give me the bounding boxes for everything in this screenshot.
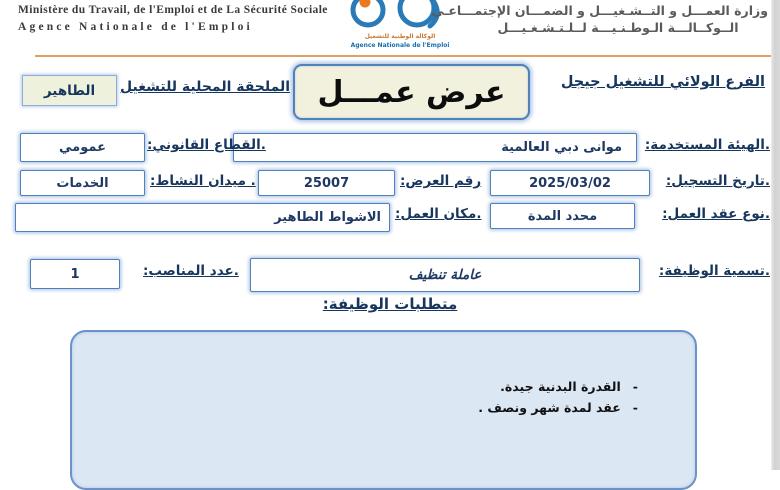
job-title-label: .تسمية الوظيفة: [658,263,770,279]
activity-field-value: الخدمات [56,175,109,191]
local-annex-title: الملحقة المحلية للتشغيل [120,79,291,95]
legal-sector-label: .القطاع القانوني: [147,137,266,153]
requirements-box [70,330,697,490]
positions-count-field [30,259,120,289]
work-place-field [15,203,390,232]
wilaya-branch-title: الفرع الولائي للتشغيل جيجل [560,74,765,90]
annex-name-box [22,75,117,106]
offer-number-field [258,170,395,196]
legal-sector-value: عمومي [59,140,106,155]
employer-label: .الهيئة المستخدمة: [644,137,770,153]
offer-number-value: 25007 [303,175,350,191]
work-place-value: الاشواط الطاهير [274,210,381,225]
logo-arabic-caption: الوكالة الوطنية للتشغيل [364,33,436,40]
contract-type-field [490,203,635,229]
annex-name: الطاهير [43,82,96,99]
job-title-value: عاملة تنظيف [408,267,482,283]
agency-name-french: Agence Nationale de l'Emploi [18,21,253,33]
requirement-item [92,397,638,418]
header-divider [35,55,772,57]
contract-type-value: محدد المدة [527,208,598,224]
positions-count-value: 1 [70,266,80,282]
contract-type-label: .نوع عقد العمل: [662,206,770,222]
logo-french-caption: Agence Nationale de l'Emploi [350,42,450,49]
legal-sector-value-field [20,133,145,162]
employer-value-field [233,133,637,162]
scrollbar-track[interactable] [771,0,780,470]
registration-date-label: .تاريخ التسجيل: [665,173,770,189]
requirement-item [92,376,638,397]
ministry-name-arabic [431,2,768,36]
requirement-text-2: عقد لمدة شهر ونصف . [478,400,621,415]
bullet-dash-icon: - [632,379,638,394]
registration-date-field [490,170,650,196]
employer-value: موانى دبي العالمية [501,140,622,155]
document-title: عرض عمـــل [317,74,506,110]
work-place-label: .مكان العمل: [395,206,482,222]
job-title-field [250,258,640,292]
document-title-box [293,64,530,120]
offer-number-label: رقم العرض: [400,173,482,189]
ministry-arabic-line1: وزارة العمـــل و التــشـغيـــل و الضمـــان الإجتمـــاعـي [431,3,768,18]
registration-date-value: 2025/03/02 [529,175,611,191]
bullet-dash-icon: - [632,400,638,415]
requirement-text-1: القدرة البدنية جيدة. [500,379,621,394]
ministry-name-french: Ministère du Travail, de l'Emploi et de La Sécurité Sociale [18,4,328,16]
requirements-heading: متطلبات الوظيفة: [322,295,458,313]
ministry-arabic-line2: الــوكــالـــة الـوطـنـيـــة لــلـتـشـغـيـــل [497,20,739,35]
activity-field-label: . ميدان النشاط: [150,173,256,189]
positions-count-label: .عدد المناصب: [143,263,239,279]
activity-field-value-field [20,170,145,196]
